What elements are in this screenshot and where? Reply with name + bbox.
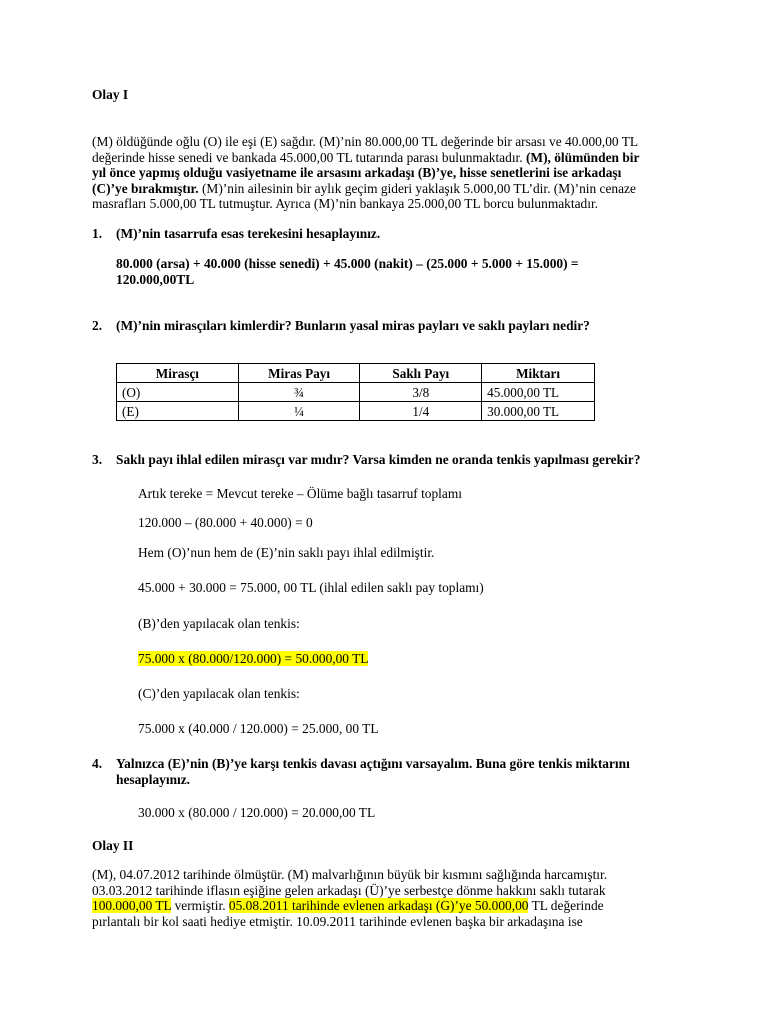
q3-line: (C)’den yapılacak olan tenkis: [138, 686, 300, 701]
q1-answer [116, 256, 676, 287]
table-cell: 30.000,00 TL [482, 402, 595, 421]
olay1-line: yıl önce yapmış olduğu vasiyetname ile arsasını arkadaşı (B)’ye, hisse senetlerini ise arkadaşı [92, 165, 622, 180]
olay1-line: masrafları 5.000,00 TL tutmuştur. Ayrıca (M)’nin bankaya 25.000,00 TL borcu bulunmaktadır. [92, 196, 599, 211]
table-cell: ¾ [238, 383, 360, 402]
q3-line: 120.000 – (80.000 + 40.000) = 0 [138, 515, 313, 530]
q3-line: 75.000 x (40.000 / 120.000) = 25.000, 00 TL [138, 721, 379, 736]
q3-number: 3. [92, 452, 103, 467]
olay1-line: (M) öldüğünde oğlu (O) ile eşi (E) sağdır. (M)’nin 80.000,00 TL değerinde bir arsası ve 40.000,00 TL [92, 134, 639, 149]
table-row [117, 402, 595, 421]
table-header: Saklı Payı [360, 364, 482, 383]
olay2-line: pırlantalı bir kol saati hediye etmiştir. 10.09.2011 tarihinde evlenen başka bir arkadaşına ise [92, 913, 583, 929]
olay1-text: değerinde hisse senedi ve bankada 45.000,00 TL tutarında parası bulunmaktadır. [92, 149, 526, 165]
table-cell: ¼ [238, 402, 360, 421]
table-header: Miktarı [482, 364, 595, 383]
olay2-line [92, 898, 676, 914]
olay1-text: (M)’nin ailesinin bir aylık geçim gideri yaklaşık 5.000,00 TL’dir. (M)’nin cenaze [198, 180, 636, 196]
q3-line: 45.000 + 30.000 = 75.000, 00 TL (ihlal edilen saklı pay toplamı) [138, 580, 484, 595]
q4-number: 4. [92, 756, 103, 771]
q1-answer-line: 120.000,00TL [116, 271, 195, 287]
table-cell: 3/8 [360, 383, 482, 402]
q2-text: (M)’nin mirasçıları kimlerdir? Bunların yasal miras payları ve saklı payları nedir? [116, 318, 590, 333]
heirs-table [116, 363, 595, 421]
q3-line: (B)’den yapılacak olan tenkis: [138, 616, 300, 631]
olay1-line [92, 181, 676, 197]
q3-text: Saklı payı ihlal edilen mirasçı var mıdır? Varsa kimden ne oranda tenkis yapılması gerekir? [116, 452, 641, 467]
highlighted-text: 75.000 x (80.000/120.000) = 50.000,00 TL [138, 651, 369, 666]
q4-text [116, 756, 676, 787]
q4-text-line: Yalnızca (E)’nin (B)’ye karşı tenkis davası açtığını varsayalım. Buna göre tenkis miktarını [116, 756, 630, 771]
olay1-paragraph [92, 134, 676, 212]
olay2-paragraph [92, 867, 676, 929]
table-header: Miras Payı [238, 364, 360, 383]
table-cell: 45.000,00 TL [482, 383, 595, 402]
highlighted-text: 05.08.2011 tarihinde evlenen arkadaşı (G)’ye 50.000,00 [228, 898, 529, 913]
olay2-line: (M), 04.07.2012 tarihinde ölmüştür. (M) malvarlığının büyük bir kısmını sağlığında harcamıştır. [92, 867, 608, 882]
olay1-bold-text: (M), ölümünden bir [525, 149, 640, 165]
q4-answer: 30.000 x (80.000 / 120.000) = 20.000,00 TL [138, 805, 376, 820]
q4-text-line: hesaplayınız. [116, 771, 191, 787]
highlighted-text: 100.000,00 TL [92, 898, 172, 913]
q3-line-highlighted [138, 651, 368, 667]
table-header-row [117, 364, 595, 383]
q1-answer-line: 80.000 (arsa) + 40.000 (hisse senedi) + 45.000 (nakit) – (25.000 + 5.000 + 15.000) = [116, 256, 579, 271]
olay1-title: Olay I [92, 87, 129, 102]
table-cell: 1/4 [360, 402, 482, 421]
table-row [117, 383, 595, 402]
olay1-line [92, 150, 676, 166]
q1-text: (M)’nin tasarrufa esas terekesini hesaplayınız. [116, 226, 381, 241]
olay2-title: Olay II [92, 838, 134, 853]
table-cell: (E) [117, 402, 239, 421]
olay2-text: TL değerinde [528, 898, 604, 913]
q1-number: 1. [92, 226, 103, 241]
table-cell: (O) [117, 383, 239, 402]
table-header: Mirasçı [117, 364, 239, 383]
q3-line: Artık tereke = Mevcut tereke – Ölüme bağlı tasarruf toplamı [138, 486, 462, 501]
olay2-text: vermiştir. [171, 898, 229, 913]
olay1-bold-text: (C)’ye bırakmıştır. [92, 180, 199, 196]
olay2-line: 03.03.2012 tarihinde iflasın eşiğine gelen arkadaşı (Ü)’ye serbestçe dönme hakkını saklı tutarak [92, 882, 606, 898]
q2-number: 2. [92, 318, 103, 333]
q3-line: Hem (O)’nun hem de (E)’nin saklı payı ihlal edilmiştir. [138, 545, 435, 560]
